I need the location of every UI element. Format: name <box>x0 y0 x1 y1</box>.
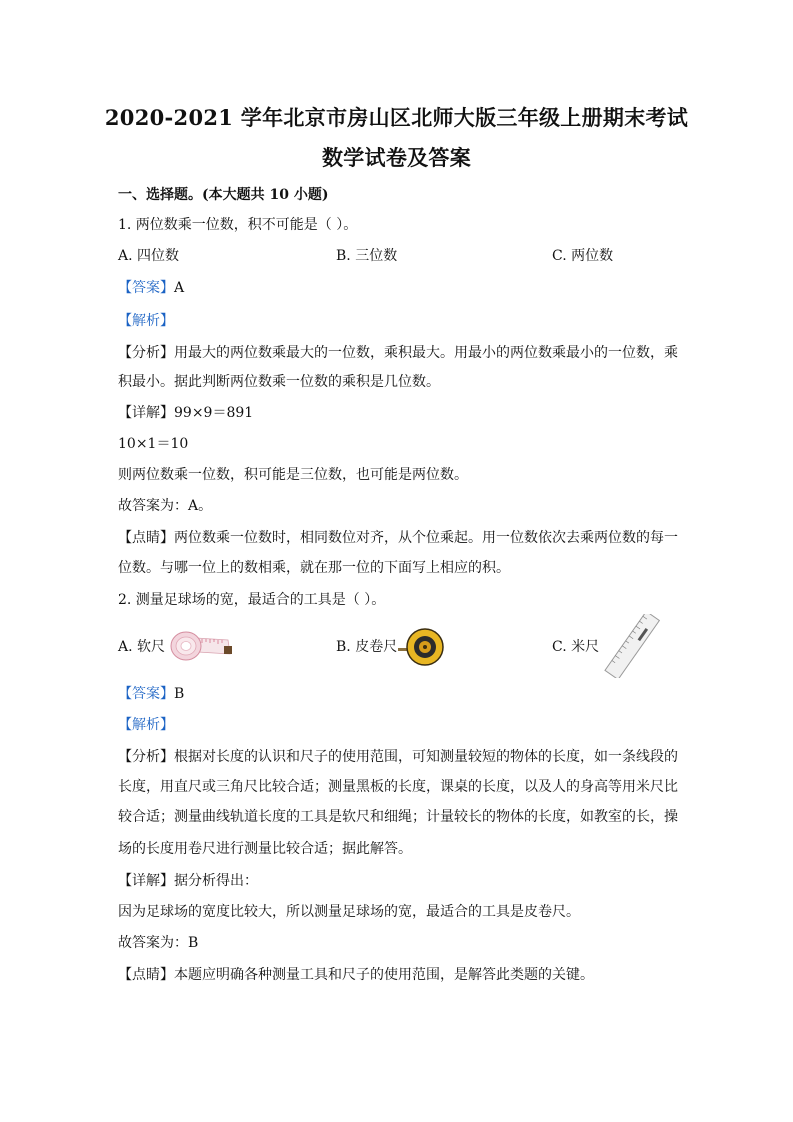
q2-fenxi-text1: 根据对长度的认识和尺子的使用范围，可知测量较短的物体的长度，如一条线段的 <box>174 749 678 765</box>
q1-analysis-tag: 【解析】 <box>118 313 174 329</box>
q1-dianjing-line1 <box>118 527 683 549</box>
fenxi-tag: 【分析】 <box>118 749 174 765</box>
document-title-line2: 数学试卷及答案 <box>321 145 472 170</box>
section-heading: 一、选择题。(本大题共 10 小题) <box>118 187 329 203</box>
q2-answer-line <box>118 683 683 705</box>
q1-xiangjie-text1: 99×9＝891 <box>174 405 254 421</box>
reel-tape-measure-image <box>398 628 448 666</box>
xiangjie-tag: 【详解】 <box>118 405 174 421</box>
q2-conclusion: 故答案为：B <box>118 935 199 951</box>
q2-fenxi-line4: 场的长度用卷尺进行测量比较合适；据此解答。 <box>118 841 412 857</box>
answer-tag: 【答案】 <box>118 280 174 296</box>
q1-dianjing-line2: 位数。与哪一位上的数相乘，就在那一位的下面写上相应的积。 <box>118 560 510 576</box>
answer-tag: 【答案】 <box>118 686 174 702</box>
q2-fenxi-line3: 较合适；测量曲线轨道长度的工具是软尺和细绳；计量较长的物体的长度，如教室的长，操 <box>118 809 678 825</box>
q2-xiangjie-text1: 据分析得出： <box>174 873 258 889</box>
q1-option-b: B. 三位数 <box>336 248 398 264</box>
q1-xiangjie-line3: 则两位数乘一位数，积可能是三位数，也可能是两位数。 <box>118 467 468 483</box>
q2-answer: B <box>174 686 185 702</box>
q1-answer-line <box>118 277 683 299</box>
q2-fenxi-line2: 长度，用直尺或三角尺比较合适；测量黑板的长度，课桌的长度，以及人的身高等用米尺比 <box>118 779 678 795</box>
q2-option-a: A. 软尺 <box>118 639 166 655</box>
dianjing-tag: 【点睛】 <box>118 967 174 983</box>
q2-analysis-tag: 【解析】 <box>118 717 174 733</box>
q2-xiangjie-line2: 因为足球场的宽度比较大，所以测量足球场的宽，最适合的工具是皮卷尺。 <box>118 904 580 920</box>
document-title-line1: 2020-2021 学年北京市房山区北师大版三年级上册期末考试 <box>104 105 689 130</box>
question-1-stem: 1. 两位数乘一位数，积不可能是（ ）。 <box>118 217 358 233</box>
q1-xiangjie-line2: 10×1＝10 <box>118 436 189 452</box>
soft-tape-measure-image <box>166 628 236 666</box>
q2-fenxi-line1 <box>118 746 683 768</box>
q1-answer: A <box>174 280 185 296</box>
q1-option-c: C. 两位数 <box>552 248 614 264</box>
q2-dianjing-text1: 本题应明确各种测量工具和尺子的使用范围，是解答此类题的关键。 <box>174 967 594 983</box>
q1-xiangjie-line1 <box>118 402 683 424</box>
fenxi-tag: 【分析】 <box>118 345 174 361</box>
q1-option-a: A. 四位数 <box>118 248 180 264</box>
q1-fenxi-line2: 积最小。据此判断两位数乘一位数的乘积是几位数。 <box>118 374 440 390</box>
q2-option-b: B. 皮卷尺 <box>336 639 398 655</box>
q2-xiangjie-line1 <box>118 870 683 892</box>
q2-dianjing-line1 <box>118 964 683 986</box>
q1-fenxi-line1 <box>118 342 683 364</box>
dianjing-tag: 【点睛】 <box>118 530 174 546</box>
q2-option-c: C. 米尺 <box>552 639 600 655</box>
xiangjie-tag: 【详解】 <box>118 873 174 889</box>
meter-ruler-image <box>604 614 662 678</box>
q1-fenxi-text1: 用最大的两位数乘最大的一位数，乘积最大。用最小的两位数乘最小的一位数，乘 <box>174 345 678 361</box>
q1-dianjing-text1: 两位数乘一位数时，相同数位对齐，从个位乘起。用一位数依次去乘两位数的每一 <box>174 530 678 546</box>
q1-conclusion: 故答案为：A。 <box>118 498 213 514</box>
question-2-stem: 2. 测量足球场的宽，最适合的工具是（ ）。 <box>118 592 386 608</box>
